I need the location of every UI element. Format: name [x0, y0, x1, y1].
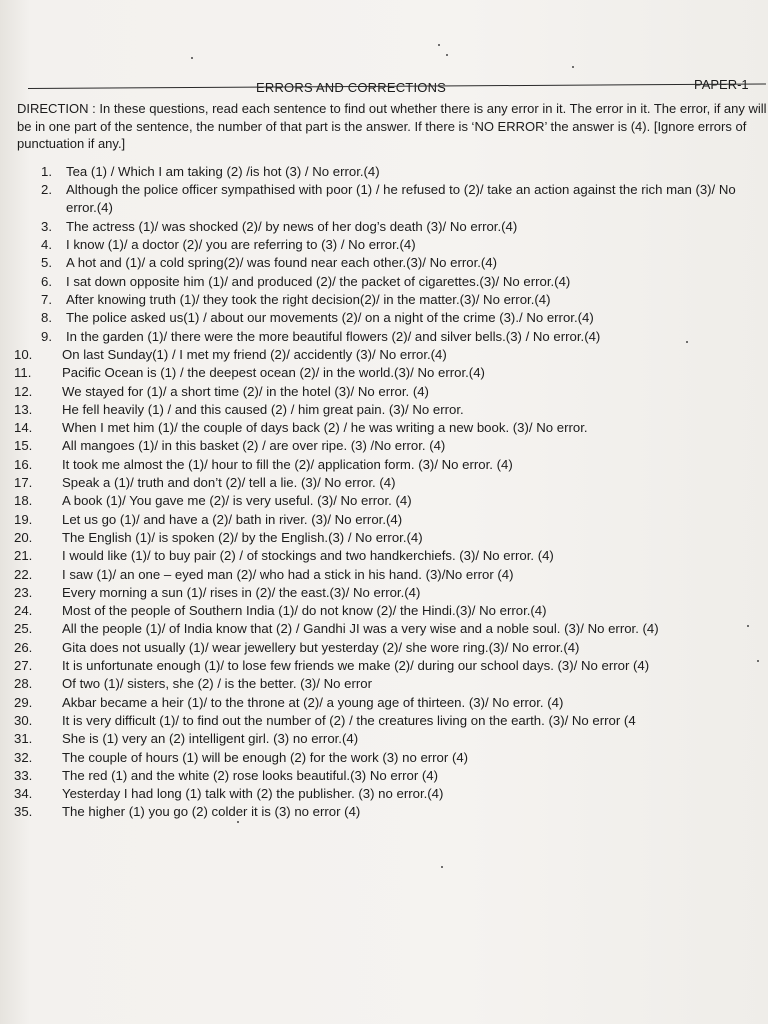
question-number: 23. — [14, 584, 33, 600]
question-item — [14, 529, 768, 547]
scan-speck — [757, 660, 759, 662]
question-text: She is (1) very an (2) intelligent girl. (3) no error.(4) — [62, 731, 359, 747]
question-number: 5. — [41, 255, 52, 271]
question-text: I sat down opposite him (1)/ and produced (2)/ the packet of cigarettes.(3)/ No error.(4) — [66, 273, 571, 289]
question-text: All the people (1)/ of India know that (2) / Gandhi JI was a very wise and a noble soul. (3)/ No error. (4) — [62, 621, 659, 637]
direction-label: DIRECTION : — [17, 101, 96, 116]
question-text: It is unfortunate enough (1)/ to lose few friends we make (2)/ during our school days. (3)/ No error (4) — [62, 658, 650, 674]
question-text: I saw (1)/ an one – eyed man (2)/ who had a stick in his hand. (3)/No error (4) — [62, 566, 514, 582]
question-item — [14, 236, 768, 254]
question-item — [14, 639, 768, 657]
question-text: Pacific Ocean is (1) / the deepest ocean (2)/ in the world.(3)/ No error.(4) — [62, 365, 485, 381]
question-number: 6. — [41, 273, 52, 289]
question-text: All mangoes (1)/ in this basket (2) / are over ripe. (3) /No error. (4) — [62, 438, 446, 454]
scan-speck — [572, 66, 574, 68]
question-number: 27. — [14, 658, 33, 674]
question-item — [14, 218, 768, 236]
question-number: 2. — [41, 182, 52, 198]
question-item — [14, 511, 768, 529]
question-number: 4. — [41, 237, 52, 253]
question-number: 3. — [41, 218, 52, 234]
question-text: The actress (1)/ was shocked (2)/ by news of her dog’s death (3)/ No error.(4) — [66, 218, 518, 234]
question-text: Of two (1)/ sisters, she (2) / is the better. (3)/ No error — [62, 676, 372, 692]
question-number: 18. — [14, 493, 33, 509]
question-item — [14, 602, 768, 620]
direction-paragraph — [17, 100, 768, 153]
question-item — [14, 383, 768, 401]
question-item — [14, 730, 768, 748]
question-item — [14, 364, 768, 382]
question-item — [14, 419, 768, 437]
question-item — [14, 474, 768, 492]
question-item — [14, 492, 768, 510]
question-text: In the garden (1)/ there were the more beautiful flowers (2)/ and silver bells.(3) / No error.(4) — [66, 328, 601, 344]
scan-speck — [446, 54, 448, 56]
question-item — [14, 657, 768, 675]
question-item — [14, 309, 768, 327]
question-text: The English (1)/ is spoken (2)/ by the English.(3) / No error.(4) — [62, 529, 423, 545]
question-number: 31. — [14, 731, 33, 747]
question-number: 16. — [14, 456, 33, 472]
question-number: 8. — [41, 310, 52, 326]
question-item — [14, 273, 768, 291]
question-number: 22. — [14, 566, 33, 582]
question-item — [14, 401, 768, 419]
scan-speck — [438, 44, 440, 46]
question-item — [14, 675, 768, 693]
question-number: 15. — [14, 438, 33, 454]
question-text: A book (1)/ You gave me (2)/ is very useful. (3)/ No error. (4) — [62, 493, 412, 509]
question-list — [14, 163, 768, 822]
scan-speck — [441, 866, 443, 868]
question-text: I know (1)/ a doctor (2)/ you are referring to (3) / No error.(4) — [66, 237, 416, 253]
question-item — [14, 584, 768, 602]
question-item — [14, 346, 768, 364]
question-text: On last Sunday(1) / I met my friend (2)/ accidently (3)/ No error.(4) — [62, 346, 447, 362]
question-number: 30. — [14, 712, 33, 728]
question-text: A hot and (1)/ a cold spring(2)/ was found near each other.(3)/ No error.(4) — [66, 255, 498, 271]
question-item — [14, 712, 768, 730]
question-number: 21. — [14, 548, 33, 564]
question-number: 17. — [14, 475, 33, 491]
question-item — [14, 181, 768, 218]
question-number: 35. — [14, 804, 33, 820]
question-text: Tea (1) / Which I am taking (2) /is hot (3) / No error.(4) — [66, 164, 380, 179]
question-number: 10. — [14, 346, 33, 362]
question-text: Speak a (1)/ truth and don’t (2)/ tell a lie. (3)/ No error. (4) — [62, 475, 396, 491]
question-number: 34. — [14, 786, 33, 802]
question-number: 26. — [14, 639, 33, 655]
question-text: He fell heavily (1) / and this caused (2) / him great pain. (3)/ No error. — [62, 401, 464, 417]
question-number: 12. — [14, 383, 33, 399]
question-item — [14, 803, 768, 821]
question-text: The higher (1) you go (2) colder it is (3) no error (4) — [62, 804, 361, 820]
question-text: The police asked us(1) / about our movements (2)/ on a night of the crime (3)./ No error.(4) — [66, 310, 594, 326]
scan-speck — [237, 821, 239, 823]
question-number: 7. — [41, 292, 52, 308]
question-item — [14, 328, 768, 346]
question-number: 32. — [14, 749, 33, 765]
question-number: 13. — [14, 401, 33, 417]
question-item — [14, 749, 768, 767]
paper-label: PAPER-1 — [694, 77, 749, 92]
question-item — [14, 456, 768, 474]
question-text: It is very difficult (1)/ to find out the number of (2) / the creatures living on the earth. (3)/ No error (4 — [62, 712, 636, 728]
question-number: 9. — [41, 328, 52, 344]
scan-speck — [747, 625, 749, 627]
question-text: Gita does not usually (1)/ wear jewellery but yesterday (2)/ she wore ring.(3)/ No error.(4) — [62, 639, 580, 655]
question-item — [14, 291, 768, 309]
question-item — [14, 767, 768, 785]
question-text: Akbar became a heir (1)/ to the throne at (2)/ a young age of thirteen. (3)/ No error. (4) — [62, 694, 564, 710]
question-number: 29. — [14, 694, 33, 710]
question-item — [14, 163, 768, 181]
question-text: The couple of hours (1) will be enough (2) for the work (3) no error (4) — [62, 749, 469, 765]
question-text: Yesterday I had long (1) talk with (2) the publisher. (3) no error.(4) — [62, 786, 444, 802]
question-text: After knowing truth (1)/ they took the right decision(2)/ in the matter.(3)/ No error.(4) — [66, 292, 551, 308]
question-item — [14, 785, 768, 803]
question-number: 1. — [41, 164, 52, 179]
question-text: I would like (1)/ to buy pair (2) / of stockings and two handkerchiefs. (3)/ No error. (4) — [62, 548, 554, 564]
question-text: Although the police officer sympathised with poor (1) / he refused to (2)/ take an action against the rich man (3)/ No error.(4) — [66, 182, 736, 216]
question-text: We stayed for (1)/ a short time (2)/ in the hotel (3)/ No error. (4) — [62, 383, 429, 399]
question-text: It took me almost the (1)/ hour to fill the (2)/ application form. (3)/ No error. (4) — [62, 456, 513, 472]
question-number: 24. — [14, 603, 33, 619]
question-item — [14, 620, 768, 638]
scan-speck — [191, 57, 193, 59]
page-title: ERRORS AND CORRECTIONS — [256, 80, 447, 95]
question-text: When I met him (1)/ the couple of days back (2) / he was writing a new book. (3)/ No error. — [62, 420, 588, 436]
question-text: Let us go (1)/ and have a (2)/ bath in river. (3)/ No error.(4) — [62, 511, 403, 527]
question-number: 25. — [14, 621, 33, 637]
question-number: 11. — [14, 365, 32, 381]
question-number: 33. — [14, 767, 33, 783]
question-number: 14. — [14, 420, 33, 436]
question-text: Every morning a sun (1)/ rises in (2)/ the east.(3)/ No error.(4) — [62, 584, 421, 600]
question-number: 20. — [14, 529, 33, 545]
question-number: 28. — [14, 676, 33, 692]
scan-speck — [686, 341, 688, 343]
question-item — [14, 566, 768, 584]
question-number: 19. — [14, 511, 33, 527]
question-item — [14, 254, 768, 272]
question-item — [14, 547, 768, 565]
question-text: The red (1) and the white (2) rose looks beautiful.(3) No error (4) — [62, 767, 439, 783]
direction-text: In these questions, read each sentence to find out whether there is any error in it. The error in it. The error, if any will be in one part of the sentence, the number of that part is the answer. If there is ‘NO ERROR’ the answer is (4). [Ignore errors of punctuation if any.] — [17, 101, 767, 151]
question-text: Most of the people of Southern India (1)/ do not know (2)/ the Hindi.(3)/ No error.(4) — [62, 603, 547, 619]
question-item — [14, 437, 768, 455]
question-item — [14, 694, 768, 712]
